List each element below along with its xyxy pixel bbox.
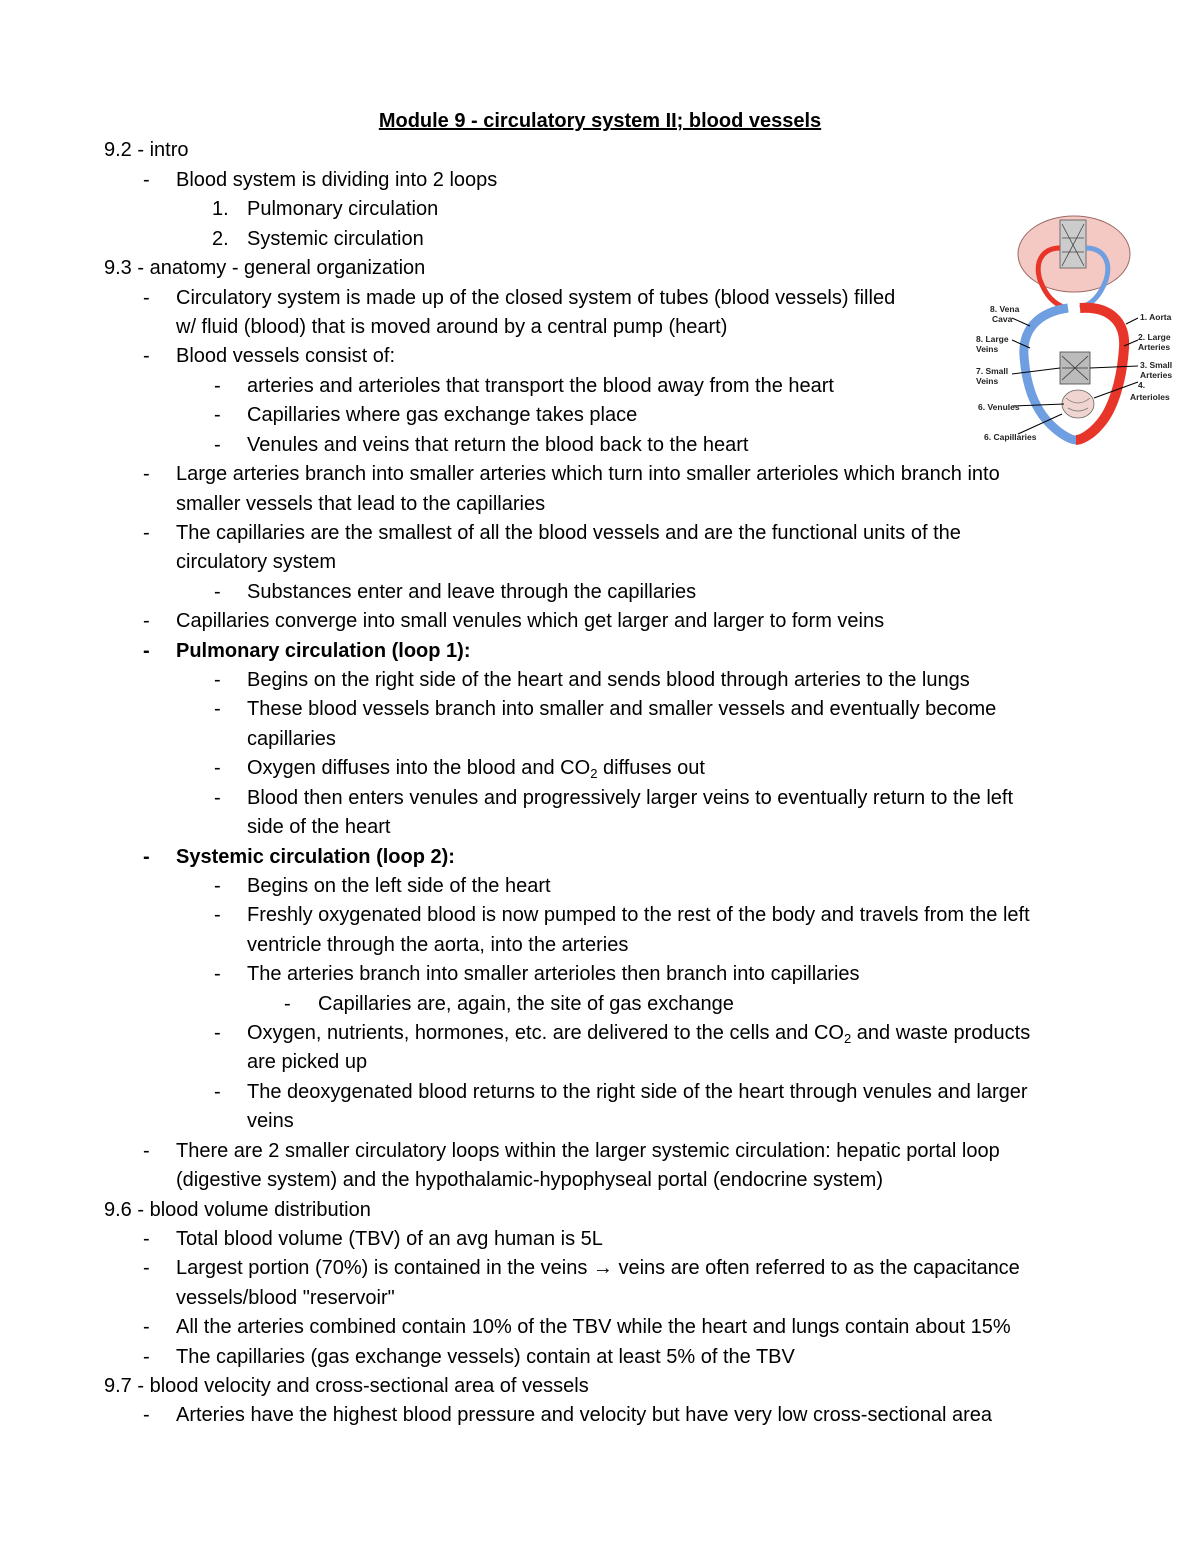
bullet-dash: - xyxy=(143,463,150,485)
capillary-network xyxy=(1062,390,1094,418)
bullet-dash: - xyxy=(143,1140,150,1162)
bullet-dash: - xyxy=(214,375,221,397)
list-item: Blood vessels consist of: xyxy=(176,345,395,367)
bullet-dash: - xyxy=(143,287,150,309)
text-segment: Oxygen, nutrients, hormones, etc. are delivered to the cells and CO xyxy=(247,1022,844,1044)
list-number: 1. xyxy=(212,198,229,220)
page-title: Module 9 - circulatory system II; blood vessels xyxy=(378,110,822,132)
list-item-continuation: vessels/blood "reservoir" xyxy=(176,1287,395,1309)
list-item: The capillaries are the smallest of all the blood vessels and are the functional units of the xyxy=(176,522,961,544)
bullet-dash: - xyxy=(143,846,150,868)
list-item: There are 2 smaller circulatory loops within the larger systemic circulation: hepatic portal loop xyxy=(176,1140,1000,1162)
label-small-arteries: 3. Small xyxy=(1140,360,1173,370)
bullet-dash: - xyxy=(214,904,221,926)
list-item-continuation: w/ fluid (blood) that is moved around by a central pump (heart) xyxy=(176,316,728,338)
section-heading-9-7: 9.7 - blood velocity and cross-sectional area of vessels xyxy=(104,1375,589,1397)
bullet-dash: - xyxy=(143,169,150,191)
bullet-dash: - xyxy=(214,404,221,426)
list-item xyxy=(247,1020,1030,1046)
label-large-veins: 8. Large xyxy=(976,334,1009,344)
list-item: The arteries branch into smaller arterioles then branch into capillaries xyxy=(247,963,860,985)
label-large-arteries-2: Arteries xyxy=(1138,342,1171,352)
text-segment: and waste products xyxy=(851,1022,1031,1044)
bullet-dash: - xyxy=(284,993,291,1015)
list-item: Begins on the right side of the heart and sends blood through arteries to the lungs xyxy=(247,669,970,691)
label-small-arteries-2: Arteries xyxy=(1140,370,1173,380)
list-item: Freshly oxygenated blood is now pumped to the rest of the body and travels from the left xyxy=(247,904,1030,926)
section-heading-9-3: 9.3 - anatomy - general organization xyxy=(104,257,426,279)
list-item-continuation: (digestive system) and the hypothalamic-hypophyseal portal (endocrine system) xyxy=(176,1169,884,1191)
list-item: Capillaries where gas exchange takes place xyxy=(247,404,638,426)
label-large-veins-2: Veins xyxy=(976,344,999,354)
circulation-diagram-svg xyxy=(968,208,1184,454)
label-large-arteries: 2. Large xyxy=(1138,332,1171,342)
label-small-veins-2: Veins xyxy=(976,376,999,386)
label-vena-cava: 8. Vena xyxy=(990,304,1020,314)
list-item: All the arteries combined contain 10% of the TBV while the heart and lungs contain about 15% xyxy=(176,1316,1011,1338)
label-arterioles-num: 4. xyxy=(1138,380,1146,390)
subscript: 2 xyxy=(843,1031,852,1046)
bullet-dash: - xyxy=(214,669,221,691)
list-item: Largest portion (70%) is contained in the veins → veins are often referred to as the capacitance xyxy=(176,1257,1020,1279)
list-item: Pulmonary circulation xyxy=(247,198,439,220)
list-item-continuation: circulatory system xyxy=(176,551,337,573)
subheading-systemic: Systemic circulation (loop 2): xyxy=(176,846,455,868)
bullet-dash: - xyxy=(214,757,221,779)
list-item xyxy=(247,755,705,781)
bullet-dash: - xyxy=(214,698,221,720)
list-item: Circulatory system is made up of the closed system of tubes (blood vessels) filled xyxy=(176,287,896,309)
text-segment: Oxygen diffuses into the blood and CO xyxy=(247,757,591,779)
bullet-dash: - xyxy=(214,963,221,985)
list-item-continuation: smaller vessels that lead to the capillaries xyxy=(176,493,546,515)
list-item: Capillaries are, again, the site of gas exchange xyxy=(318,993,734,1015)
list-item: Venules and veins that return the blood back to the heart xyxy=(247,434,749,456)
bullet-dash: - xyxy=(214,581,221,603)
label-aorta: 1. Aorta xyxy=(1140,312,1172,322)
section-heading-9-6: 9.6 - blood volume distribution xyxy=(104,1199,371,1221)
bullet-dash: - xyxy=(143,1228,150,1250)
list-item-continuation: ventricle through the aorta, into the arteries xyxy=(247,934,629,956)
list-item-continuation: are picked up xyxy=(247,1051,368,1073)
list-item-continuation: veins xyxy=(247,1110,294,1132)
list-item: Arteries have the highest blood pressure and velocity but have very low cross-sectional area xyxy=(176,1404,992,1426)
bullet-dash: - xyxy=(143,1346,150,1368)
bullet-dash: - xyxy=(143,345,150,367)
label-capillaries: 6. Capillaries xyxy=(984,432,1037,442)
list-item: The capillaries (gas exchange vessels) contain at least 5% of the TBV xyxy=(176,1346,795,1368)
subscript: 2 xyxy=(590,766,598,781)
list-number: 2. xyxy=(212,228,229,250)
list-item-continuation: capillaries xyxy=(247,728,336,750)
bullet-dash: - xyxy=(143,522,150,544)
bullet-dash: - xyxy=(214,1081,221,1103)
list-item: Total blood volume (TBV) of an avg human is 5L xyxy=(176,1228,603,1250)
bullet-dash: - xyxy=(214,787,221,809)
list-item: Systemic circulation xyxy=(247,228,424,250)
list-item: These blood vessels branch into smaller and smaller vessels and eventually become xyxy=(247,698,997,720)
section-heading-9-2: 9.2 - intro xyxy=(104,139,189,161)
text-segment: diffuses out xyxy=(597,757,705,779)
subheading-pulmonary: Pulmonary circulation (loop 1): xyxy=(176,640,471,662)
label-small-veins: 7. Small xyxy=(976,366,1009,376)
label-venules: 6. Venules xyxy=(978,402,1020,412)
bullet-dash: - xyxy=(143,1316,150,1338)
list-item: The deoxygenated blood returns to the right side of the heart through venules and larger xyxy=(247,1081,1028,1103)
bullet-dash: - xyxy=(214,434,221,456)
bullet-dash: - xyxy=(214,1022,221,1044)
bullet-dash: - xyxy=(214,875,221,897)
bullet-dash: - xyxy=(143,1257,150,1279)
label-vena-cava-2: Cava xyxy=(992,314,1013,324)
list-item: Capillaries converge into small venules which get larger and larger to form veins xyxy=(176,610,885,632)
bullet-dash: - xyxy=(143,640,150,662)
list-item: Begins on the left side of the heart xyxy=(247,875,551,897)
list-item-continuation: side of the heart xyxy=(247,816,391,838)
list-item: Large arteries branch into smaller arteries which turn into smaller arterioles which branch into xyxy=(176,463,1000,485)
list-item: Blood system is dividing into 2 loops xyxy=(176,169,498,191)
bullet-dash: - xyxy=(143,610,150,632)
list-item: arteries and arterioles that transport the blood away from the heart xyxy=(247,375,834,397)
list-item: Substances enter and leave through the capillaries xyxy=(247,581,697,603)
list-item: Blood then enters venules and progressively larger veins to eventually return to the left xyxy=(247,787,1013,809)
bullet-dash: - xyxy=(143,1404,150,1426)
circulation-diagram xyxy=(968,208,1184,454)
label-arterioles: Arterioles xyxy=(1130,392,1170,402)
